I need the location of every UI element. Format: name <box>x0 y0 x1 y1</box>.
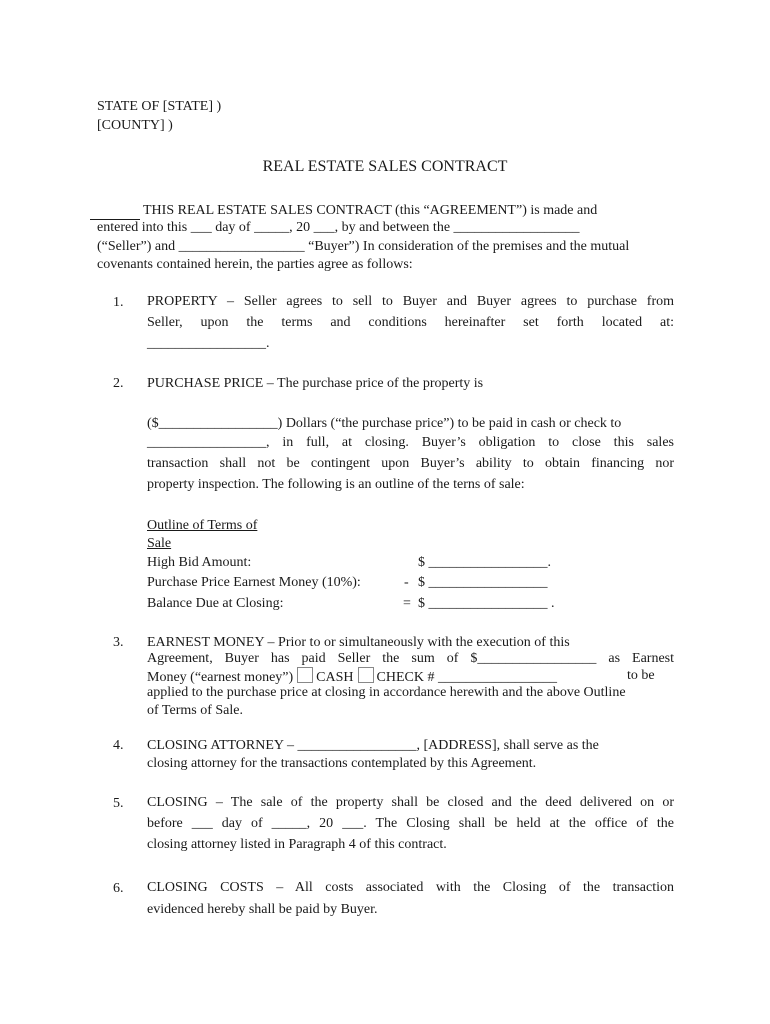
section-1-number: 1. <box>113 295 124 310</box>
section-3-to-be: to be <box>627 668 655 683</box>
outline-row-3-value: $ _________________ . <box>418 596 555 611</box>
section-5-line-2: before ___ day of _____, 20 ___. The Closing shall be held at the office of the <box>147 816 674 831</box>
section-2-para-2: _________________, in full, at closing. Buyer’s obligation to close this sales <box>147 435 674 450</box>
section-4-line-1: CLOSING ATTORNEY – _________________, [ADDRESS], shall serve as the <box>147 738 599 753</box>
cash-label: CASH <box>316 670 354 685</box>
section-3-line-2: Agreement, Buyer has paid Seller the sum of $_________________ as Earnest <box>147 651 674 666</box>
outline-row-2-operator: - <box>404 575 409 590</box>
intro-line-2: entered into this ___ day of _____, 20 ___, by and between the __________________ <box>97 220 580 235</box>
section-4-number: 4. <box>113 738 124 753</box>
section-2-para-3: transaction shall not be contingent upon Buyer’s ability to obtain financing nor <box>147 456 674 471</box>
section-2-number: 2. <box>113 376 124 391</box>
section-1-line-2: Seller, upon the terms and conditions hereinafter set forth located at: <box>147 315 674 330</box>
intro-line-3: (“Seller”) and __________________ “Buyer”) In consideration of the premises and the mutual <box>97 239 630 254</box>
section-1-line-3: _________________. <box>147 336 270 351</box>
section-6-line-1: CLOSING COSTS – All costs associated with the Closing of the transaction <box>147 880 674 895</box>
section-3-line-4: applied to the purchase price at closing in accordance herewith and the above Outline <box>147 685 626 700</box>
section-4-line-2: closing attorney for the transactions contemplated by this Agreement. <box>147 756 537 771</box>
section-1-line-1: PROPERTY – Seller agrees to sell to Buyer and Buyer agrees to purchase from <box>147 294 674 309</box>
cash-checkbox[interactable] <box>297 667 313 683</box>
section-3-line-1: EARNEST MONEY – Prior to or simultaneously with the execution of this <box>147 635 570 650</box>
document-title: REAL ESTATE SALES CONTRACT <box>262 158 508 175</box>
section-3-line-5: of Terms of Sale. <box>147 703 243 718</box>
outline-heading-2: Sale <box>147 536 172 551</box>
county-line: [COUNTY] ) <box>97 118 173 133</box>
outline-heading-1: Outline of Terms of <box>147 518 258 533</box>
section-5-number: 5. <box>113 796 124 811</box>
section-3-number: 3. <box>113 635 124 650</box>
intro-line-4: covenants contained herein, the parties agree as follows: <box>97 257 413 272</box>
check-checkbox[interactable] <box>358 667 374 683</box>
outline-row-2-value: $ _________________ <box>418 575 548 590</box>
section-6-line-2: evidenced hereby shall be paid by Buyer. <box>147 902 378 917</box>
state-line: STATE OF [STATE] ) <box>97 99 222 114</box>
check-label: CHECK # _________________ <box>376 670 557 685</box>
outline-row-3-operator: = <box>403 596 411 611</box>
section-2-para-1: ($_________________) Dollars (“the purchase price”) to be paid in cash or check to <box>147 416 622 431</box>
earnest-money-label: Money (“earnest money”) <box>147 670 294 685</box>
outline-row-3-label: Balance Due at Closing: <box>147 596 284 611</box>
intro-line-1: THIS REAL ESTATE SALES CONTRACT (this “AGREEMENT”) is made and <box>143 203 598 218</box>
outline-row-1-label: High Bid Amount: <box>147 555 252 570</box>
section-5-line-3: closing attorney listed in Paragraph 4 of this contract. <box>147 837 447 852</box>
section-5-line-1: CLOSING – The sale of the property shall be closed and the deed delivered on or <box>147 795 674 810</box>
section-2-para-4: property inspection. The following is an outline of the terns of sale: <box>147 477 525 492</box>
section-6-number: 6. <box>113 881 124 896</box>
outline-row-1-value: $ _________________. <box>418 555 551 570</box>
section-2-line-1: PURCHASE PRICE – The purchase price of the property is <box>147 376 484 391</box>
outline-row-2-label: Purchase Price Earnest Money (10%): <box>147 575 361 590</box>
